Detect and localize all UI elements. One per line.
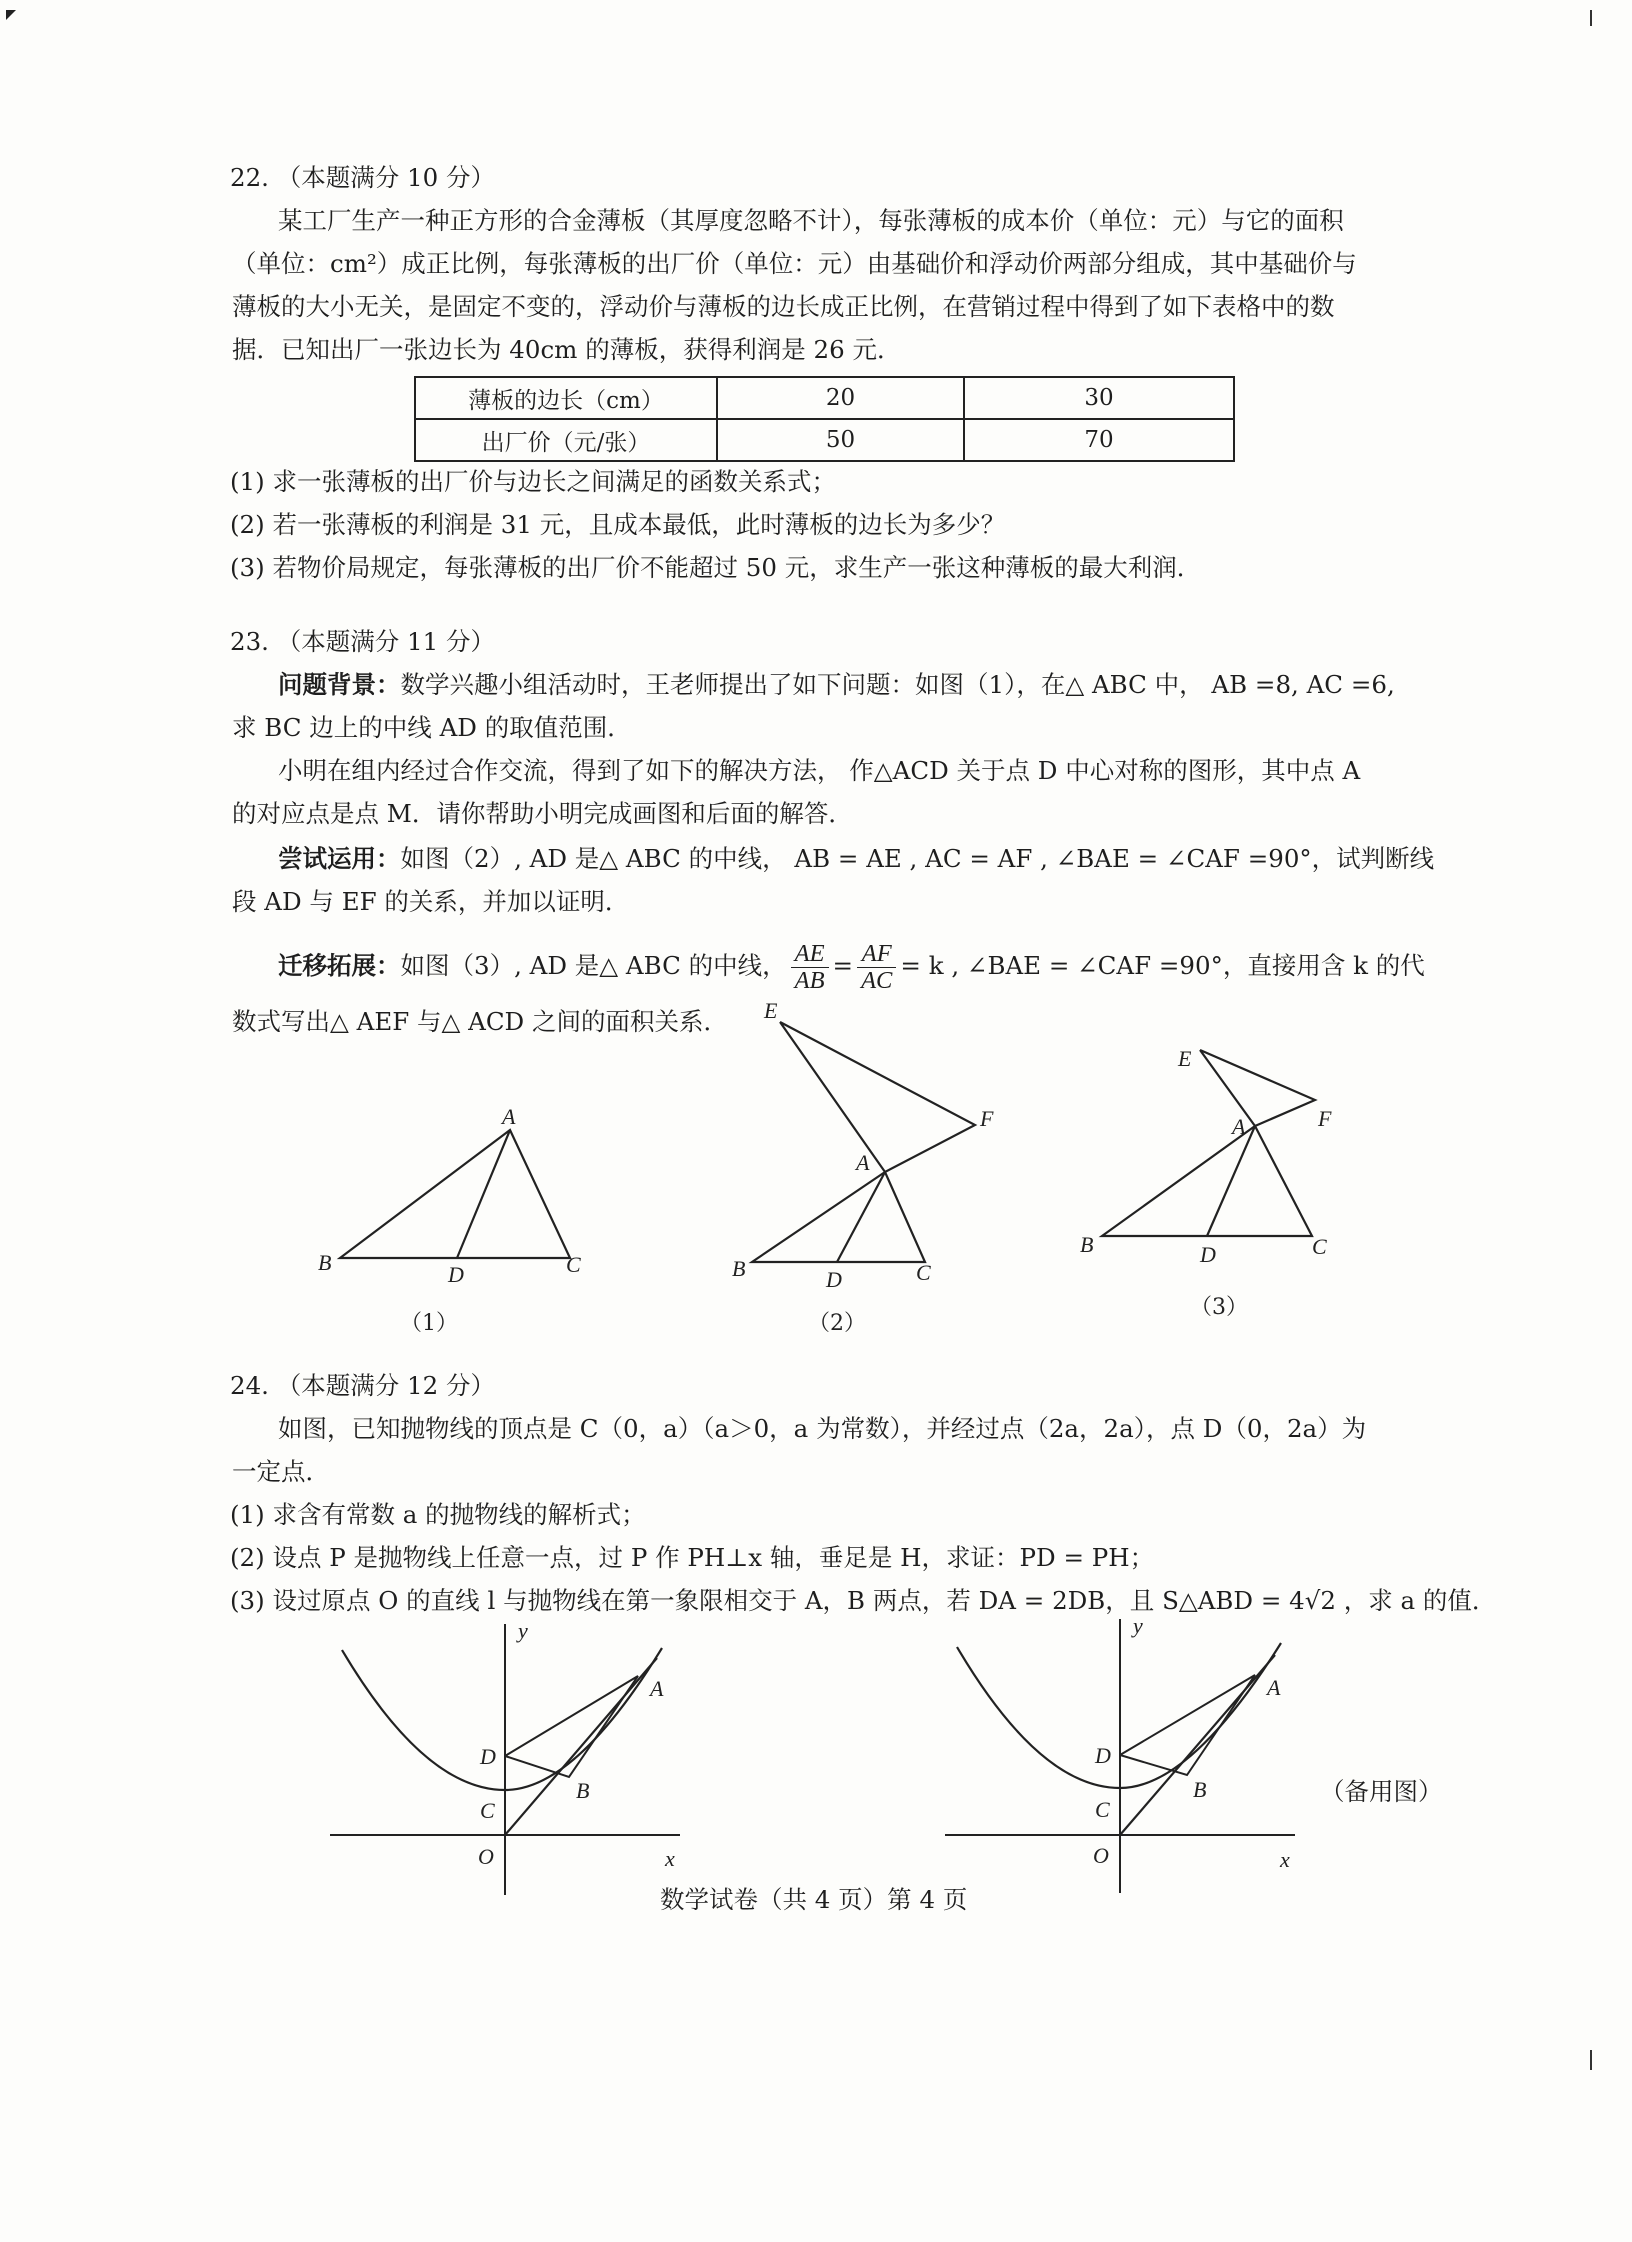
crop-mark-top-right [1590, 10, 1592, 26]
point-label-d: D [1200, 1242, 1216, 1267]
axis-label-y: y [518, 1618, 528, 1643]
try-label: 尝试运用： [278, 844, 401, 873]
triangle-abc [340, 1130, 570, 1258]
triangle-abc [752, 1172, 925, 1262]
point-label-c: C [566, 1252, 581, 1277]
fraction-numerator: AE [791, 941, 829, 968]
point-label-d: D [826, 1267, 842, 1292]
point-label-a: A [856, 1150, 870, 1175]
table-row [415, 419, 1234, 461]
fraction-af-ac [857, 941, 896, 994]
triangle-aef [1200, 1050, 1315, 1126]
point-label-c: C [480, 1798, 495, 1823]
point-label-d: D [448, 1262, 464, 1287]
q22-subquestion-3: (3) 若物价局规定，每张薄板的出厂价不能超过 50 元，求生产一张这种薄板的最大利润． [230, 553, 1202, 582]
fraction-ae-ab [791, 941, 829, 994]
triangle-aef [780, 1022, 975, 1172]
point-label-c: C [916, 1260, 931, 1285]
page-footer: 数学试卷（共 4 页）第 4 页 [660, 1885, 968, 1914]
triangle-abd [1120, 1675, 1255, 1775]
q23-try-line-1 [278, 843, 1434, 875]
origin-label: O [1093, 1843, 1109, 1868]
figure-caption-3: （3） [1190, 1295, 1248, 1320]
q23-method-line-1: 小明在组内经过合作交流，得到了如下的解决方法， 作△ACD 关于点 D 中心对称的图形，其中点 A [278, 756, 1361, 785]
q22-header: 22. （本题满分 10 分） [230, 163, 496, 192]
table-cell: 薄板的边长（cm） [415, 377, 717, 419]
axis-label-x: x [1280, 1847, 1290, 1872]
extension-text-a: 如图（3）, AD 是△ ABC 的中线， [400, 951, 787, 980]
point-label-b: B [576, 1778, 590, 1803]
spare-figure-label: （备用图） [1320, 1777, 1443, 1806]
table-cell: 30 [964, 377, 1234, 419]
q24-graph-main [320, 1610, 700, 1900]
table-cell: 50 [717, 419, 964, 461]
background-label: 问题背景： [278, 670, 401, 699]
median-ad [837, 1172, 885, 1262]
q23-figure-1 [300, 1100, 620, 1340]
origin-label: O [478, 1844, 494, 1869]
triangle-abc [1102, 1126, 1312, 1236]
point-label-e: E [764, 1000, 778, 1023]
q23-extension-line-2: 数式写出△ AEF 与△ ACD 之间的面积关系． [232, 1007, 728, 1036]
crop-mark-bottom-right [1590, 2050, 1592, 2070]
point-label-d: D [480, 1744, 496, 1769]
figure-caption-1: （1） [400, 1311, 458, 1336]
q24-subquestion-1: (1) 求含有常数 a 的抛物线的解析式； [230, 1500, 646, 1529]
point-label-b: B [1193, 1777, 1207, 1802]
extension-label: 迁移拓展： [278, 951, 401, 980]
point-label-c: C [1312, 1234, 1327, 1259]
q24-graph-spare [935, 1605, 1315, 1895]
q22-subquestion-1: (1) 求一张薄板的出厂价与边长之间满足的函数关系式； [230, 467, 836, 496]
q23-background-line-1 [278, 669, 1395, 701]
equals-sign: = [832, 951, 854, 980]
figure-caption-2: （2） [808, 1311, 866, 1336]
point-label-d: D [1095, 1743, 1111, 1768]
q24-header: 24. （本题满分 12 分） [230, 1371, 496, 1400]
point-label-f: F [980, 1106, 994, 1131]
point-label-b: B [732, 1256, 746, 1281]
point-label-a: A [650, 1676, 664, 1701]
q23-try-line-2: 段 AD 与 EF 的关系，并加以证明． [232, 887, 630, 916]
q23-extension-line-1 [278, 936, 1425, 996]
point-label-e: E [1178, 1046, 1192, 1071]
table-cell: 70 [964, 419, 1234, 461]
q24-para-1: 如图，已知抛物线的顶点是 C（0，a）（a＞0，a 为常数），并经过点（2a，2a），点 D（0，2a）为 [278, 1414, 1367, 1443]
table-cell: 出厂价（元/张） [415, 419, 717, 461]
extension-text-b: = k , ∠BAE = ∠CAF =90°，直接用含 k 的代 [900, 951, 1425, 980]
line-l [505, 1658, 657, 1835]
table-cell: 20 [717, 377, 964, 419]
q24-subquestion-2: (2) 设点 P 是抛物线上任意一点，过 P 作 PH⊥x 轴，垂足是 H，求证：PD = PH； [230, 1543, 1155, 1572]
point-label-b: B [1080, 1232, 1094, 1257]
q24-para-2: 一定点． [232, 1457, 330, 1486]
fraction-numerator: AF [857, 941, 896, 968]
q22-subquestion-2: (2) 若一张薄板的利润是 31 元，且成本最低，此时薄板的边长为多少？ [230, 510, 1006, 539]
q23-header: 23. （本题满分 11 分） [230, 627, 496, 656]
axis-label-y: y [1133, 1613, 1143, 1638]
q23-figure-2 [720, 1000, 1020, 1340]
background-text: 数学兴趣小组活动时，王老师提出了如下问题：如图（1），在△ ABC 中， AB =8, AC =6, [400, 670, 1395, 699]
corner-mark-top-left [6, 10, 16, 20]
q23-background-line-2: 求 BC 边上的中线 AD 的取值范围． [232, 713, 632, 742]
table-row [415, 377, 1234, 419]
line-l [1120, 1655, 1275, 1835]
q22-data-table [414, 376, 1235, 462]
q24-subquestion-3: (3) 设过原点 O 的直线 l 与抛物线在第一象限相交于 A，B 两点，若 DA = 2DB，且 S△ABD = 4√2 ，求 a 的值． [230, 1586, 1497, 1615]
try-text: 如图（2）, AD 是△ ABC 的中线， AB = AE , AC = AF , ∠BAE = ∠CAF =90°，试判断线 [400, 844, 1435, 873]
point-label-b: B [318, 1250, 332, 1275]
point-label-a: A [502, 1104, 516, 1129]
parabola [342, 1648, 662, 1790]
q23-figure-3 [1060, 1030, 1360, 1340]
point-label-a: A [1267, 1675, 1281, 1700]
q22-para-2: （单位：cm²）成正比例，每张薄板的出厂价（单位：元）由基础价和浮动价两部分组成，其中基础价与 [232, 249, 1357, 278]
q22-para-4: 据．已知出厂一张边长为 40cm 的薄板，获得利润是 26 元． [232, 335, 902, 364]
axis-label-x: x [665, 1846, 675, 1871]
q22-para-3: 薄板的大小无关，是固定不变的，浮动价与薄板的边长成正比例，在营销过程中得到了如下表格中的数 [232, 292, 1335, 321]
point-label-f: F [1318, 1106, 1332, 1131]
fraction-denominator: AC [861, 967, 893, 994]
q23-method-line-2: 的对应点是点 M．请你帮助小明完成画图和后面的解答． [232, 799, 853, 828]
q22-para-1: 某工厂生产一种正方形的合金薄板（其厚度忽略不计），每张薄板的成本价（单位：元）与它的面积 [278, 206, 1344, 235]
fraction-denominator: AB [794, 967, 825, 994]
point-label-c: C [1095, 1797, 1110, 1822]
point-label-a: A [1232, 1114, 1246, 1139]
